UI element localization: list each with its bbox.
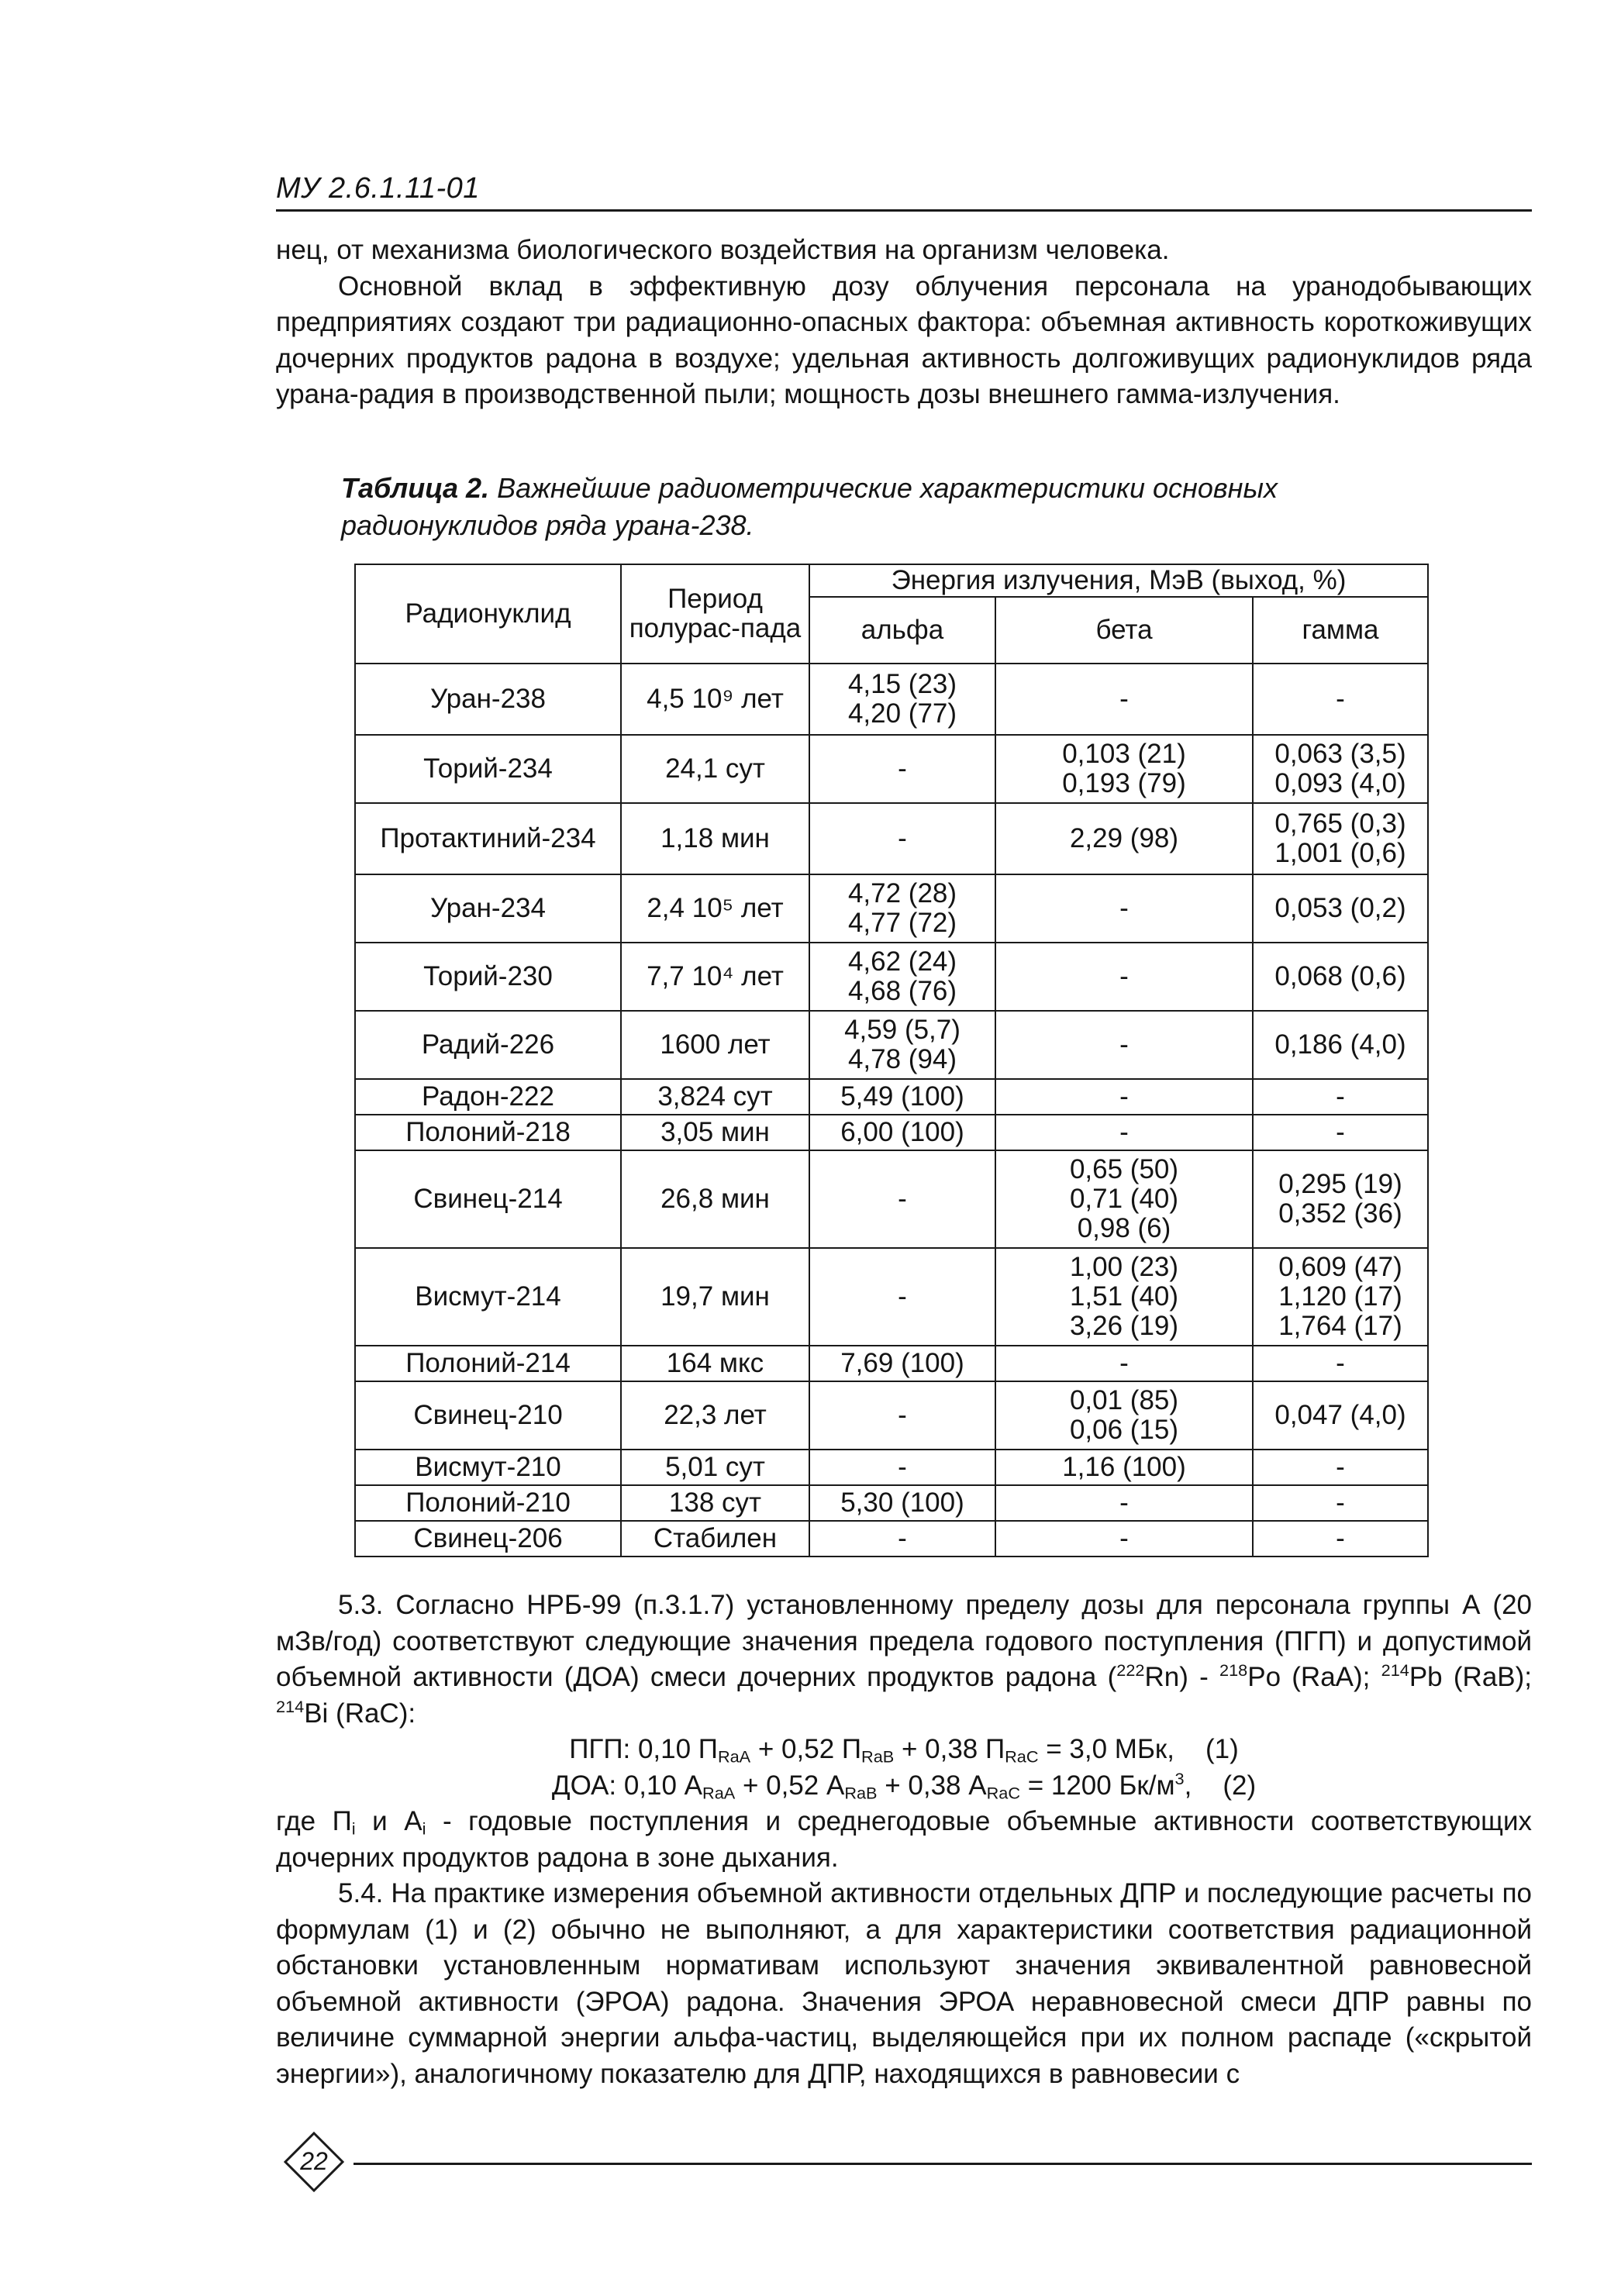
cell-period: 5,01 сут — [621, 1450, 809, 1485]
formula-1 — [276, 1732, 1532, 1768]
cell-beta: - — [995, 1115, 1253, 1150]
header-beta: бета — [995, 597, 1253, 664]
cell-beta: - — [995, 1346, 1253, 1381]
cell-gamma: - — [1253, 1450, 1428, 1485]
table-row — [355, 1346, 1428, 1381]
cell-beta: - — [995, 1485, 1253, 1521]
cell-gamma: 0,295 (19) 0,352 (36) — [1253, 1150, 1428, 1248]
cell-period: 7,7 10⁴ лет — [621, 943, 809, 1011]
f2-label: ДОА: 0,10 А — [551, 1770, 703, 1801]
cell-alpha: 4,59 (5,7) 4,78 (94) — [809, 1011, 995, 1079]
cell-nuclide: Протактиний-234 — [355, 803, 621, 874]
cell-alpha: - — [809, 1521, 995, 1557]
cell-nuclide: Торий-230 — [355, 943, 621, 1011]
po-symbol: Po (RaA); — [1247, 1662, 1381, 1692]
cell-nuclide: Висмут-214 — [355, 1248, 621, 1346]
cell-period: 26,8 мин — [621, 1150, 809, 1248]
cell-period: 1,18 мин — [621, 803, 809, 874]
document-code: МУ 2.6.1.11-01 — [276, 172, 480, 205]
table-caption — [341, 470, 1473, 544]
cell-alpha: - — [809, 803, 995, 874]
footer-rule — [354, 2163, 1532, 2165]
cell-beta: 0,01 (85) 0,06 (15) — [995, 1381, 1253, 1450]
page-number-badge — [284, 2132, 344, 2192]
cell-period: 138 сут — [621, 1485, 809, 1521]
cell-beta: - — [995, 1079, 1253, 1115]
cell-gamma: 0,765 (0,3) 1,001 (0,6) — [1253, 803, 1428, 874]
cell-beta: - — [995, 1011, 1253, 1079]
cell-beta: 0,103 (21) 0,193 (79) — [995, 735, 1253, 803]
cell-gamma: - — [1253, 1079, 1428, 1115]
table-row — [355, 1115, 1428, 1150]
f2-sub-1: RaA — [702, 1782, 736, 1802]
cell-nuclide: Радон-222 — [355, 1079, 621, 1115]
f2-sub-2: RaB — [844, 1782, 878, 1802]
section-5-3 — [276, 1588, 1532, 1876]
cell-nuclide: Свинец-210 — [355, 1381, 621, 1450]
table-label: Таблица 2. — [341, 472, 490, 504]
table-row — [355, 735, 1428, 803]
cell-nuclide: Свинец-206 — [355, 1521, 621, 1557]
po-mass: 218 — [1219, 1660, 1248, 1680]
table-row — [355, 1450, 1428, 1485]
table-row — [355, 1079, 1428, 1115]
cell-nuclide: Полоний-214 — [355, 1346, 621, 1381]
cell-period: 4,5 10⁹ лет — [621, 664, 809, 735]
table-row — [355, 803, 1428, 874]
cell-gamma: 0,047 (4,0) — [1253, 1381, 1428, 1450]
formula-2 — [276, 1768, 1532, 1805]
cell-period: 2,4 10⁵ лет — [621, 874, 809, 943]
cell-gamma: 0,186 (4,0) — [1253, 1011, 1428, 1079]
header-period: Период полурас-пада — [621, 564, 809, 664]
cell-period: Стабилен — [621, 1521, 809, 1557]
cell-beta: 0,65 (50) 0,71 (40) 0,98 (6) — [995, 1150, 1253, 1248]
page-number: 22 — [300, 2147, 328, 2175]
header-nuclide: Радионуклид — [355, 564, 621, 664]
formula-2-number: (2) — [1223, 1770, 1257, 1801]
section-5-4-text: 5.4. На практике измерения объемной активности отдельных ДПР и последующие расчеты по формулам (1) и (2) обычно не выполняют, а для характеристики соответствия радиационной обстановки установленным нормативам используют значения эквивалентной равновесной объемной активности (ЭРОА) радона. Значения ЭРОА неравновесной смеси ДПР равны по величине суммарной энергии альфа-частиц, выделяющейся при их полном распаде («скрытой энергии»), аналогичному показателю для ДПР, находящихся в равновесии с — [276, 1878, 1532, 2089]
table-row — [355, 1381, 1428, 1450]
cell-gamma: - — [1253, 1346, 1428, 1381]
cell-nuclide: Уран-238 — [355, 664, 621, 735]
cell-gamma: - — [1253, 1485, 1428, 1521]
bi-symbol: Bi (RaC): — [304, 1698, 416, 1729]
f2-term-1: + 0,52 А — [735, 1770, 845, 1801]
cell-gamma: - — [1253, 1115, 1428, 1150]
cell-alpha: - — [809, 1248, 995, 1346]
table-row — [355, 664, 1428, 735]
intro-text — [276, 233, 1532, 413]
cell-period: 3,05 мин — [621, 1115, 809, 1150]
cell-alpha: - — [809, 1150, 995, 1248]
table-row — [355, 1248, 1428, 1346]
table-row — [355, 1485, 1428, 1521]
cell-alpha: - — [809, 1381, 995, 1450]
f1-sub-3: RaC — [1005, 1746, 1039, 1767]
bi-mass: 214 — [276, 1696, 305, 1716]
f2-term-3: = 1200 Бк/м — [1019, 1770, 1175, 1801]
f2-term-4: , — [1184, 1770, 1192, 1801]
rn-mass: 222 — [1116, 1660, 1145, 1680]
f2-term-2: + 0,38 А — [877, 1770, 987, 1801]
cell-nuclide: Уран-234 — [355, 874, 621, 943]
cell-gamma: - — [1253, 1521, 1428, 1557]
cell-beta: - — [995, 874, 1253, 943]
cell-beta: - — [995, 1521, 1253, 1557]
f1-term-1: + 0,52 П — [750, 1734, 862, 1764]
where-index-2: i — [422, 1819, 426, 1839]
cell-alpha: 4,15 (23) 4,20 (77) — [809, 664, 995, 735]
lead-text: 5.3. Согласно НРБ-99 (п.3.1.7) установленному пределу дозы для персонала группы А (20 мЗв/год) соответствуют следующие значения предела годового поступления (ПГП) и допустимой объемной активности (ДОА) смеси дочерних продуктов радона ( — [276, 1590, 1532, 1692]
cell-gamma: 0,609 (47) 1,120 (17) 1,764 (17) — [1253, 1248, 1428, 1346]
cell-alpha: 6,00 (100) — [809, 1115, 995, 1150]
f1-label: ПГП: 0,10 П — [569, 1734, 718, 1764]
f2-sub-3: RaC — [986, 1782, 1020, 1802]
header-alpha: альфа — [809, 597, 995, 664]
where-part-1: где П — [276, 1806, 352, 1836]
cell-beta: 1,16 (100) — [995, 1450, 1253, 1485]
table-row — [355, 1150, 1428, 1248]
cell-beta: 1,00 (23) 1,51 (40) 3,26 (19) — [995, 1248, 1253, 1346]
cell-gamma: 0,063 (3,5) 0,093 (4,0) — [1253, 735, 1428, 803]
cell-beta: 2,29 (98) — [995, 803, 1253, 874]
f1-sub-2: RaB — [861, 1746, 895, 1767]
where-index-1: i — [351, 1819, 356, 1839]
where-part-3: - годовые поступления и среднегодовые объемные активности соответствующих дочерних продуктов радона в зоне дыхания. — [276, 1806, 1532, 1873]
cell-period: 1600 лет — [621, 1011, 809, 1079]
intro-paragraph-2: Основной вклад в эффективную дозу облучения персонала на уранодобывающих предприятиях создают три радиационно-опасных фактора: объемная активность короткоживущих дочерних продуктов радона в воздухе; удельная активность долгоживущих радионуклидов ряда урана-радия в производственной пыли; мощность дозы внешнего гамма-излучения. — [276, 271, 1532, 409]
cell-period: 3,824 сут — [621, 1079, 809, 1115]
f1-term-3: = 3,0 МБк, — [1038, 1734, 1174, 1764]
cell-alpha: 5,49 (100) — [809, 1079, 995, 1115]
section-5-3-where — [276, 1804, 1532, 1876]
cell-nuclide: Висмут-210 — [355, 1450, 621, 1485]
cell-alpha: - — [809, 1450, 995, 1485]
cell-gamma: 0,053 (0,2) — [1253, 874, 1428, 943]
cell-nuclide: Свинец-214 — [355, 1150, 621, 1248]
cell-alpha: 4,72 (28) 4,77 (72) — [809, 874, 995, 943]
cell-alpha: 5,30 (100) — [809, 1485, 995, 1521]
table-title: Важнейшие радиометрические характеристики основных радионуклидов ряда урана-238. — [341, 472, 1278, 541]
table-body — [355, 664, 1428, 1557]
cell-alpha: - — [809, 735, 995, 803]
cell-period: 24,1 сут — [621, 735, 809, 803]
cell-period: 19,7 мин — [621, 1248, 809, 1346]
cell-beta: - — [995, 664, 1253, 735]
table-row — [355, 943, 1428, 1011]
cell-nuclide: Полоний-210 — [355, 1485, 621, 1521]
cell-alpha: 7,69 (100) — [809, 1346, 995, 1381]
intro-paragraph-1: нец, от механизма биологического воздействия на организм человека. — [276, 235, 1170, 265]
section-5-3-lead — [276, 1588, 1532, 1732]
rn-symbol: Rn) - — [1144, 1662, 1220, 1692]
table-row — [355, 874, 1428, 943]
header-gamma: гамма — [1253, 597, 1428, 664]
cell-period: 22,3 лет — [621, 1381, 809, 1450]
f1-term-2: + 0,38 П — [894, 1734, 1005, 1764]
pb-symbol: Pb (RaB); — [1409, 1662, 1533, 1692]
f1-sub-1: RaA — [717, 1746, 751, 1767]
cell-nuclide: Торий-234 — [355, 735, 621, 803]
table-row — [355, 1521, 1428, 1557]
cell-gamma: 0,068 (0,6) — [1253, 943, 1428, 1011]
cell-beta: - — [995, 943, 1253, 1011]
page-header — [276, 172, 1532, 212]
cell-gamma: - — [1253, 664, 1428, 735]
header-energy: Энергия излучения, МэВ (выход, %) — [809, 564, 1428, 597]
cell-nuclide: Полоний-218 — [355, 1115, 621, 1150]
formula-1-number: (1) — [1205, 1734, 1239, 1764]
f2-cubic: 3 — [1174, 1768, 1185, 1788]
cell-alpha: 4,62 (24) 4,68 (76) — [809, 943, 995, 1011]
cell-nuclide: Радий-226 — [355, 1011, 621, 1079]
where-part-2: и А — [355, 1806, 422, 1836]
radionuclide-table — [354, 564, 1429, 1557]
pb-mass: 214 — [1381, 1660, 1409, 1680]
section-5-4 — [276, 1876, 1532, 2092]
cell-period: 164 мкс — [621, 1346, 809, 1381]
table-row — [355, 1011, 1428, 1079]
